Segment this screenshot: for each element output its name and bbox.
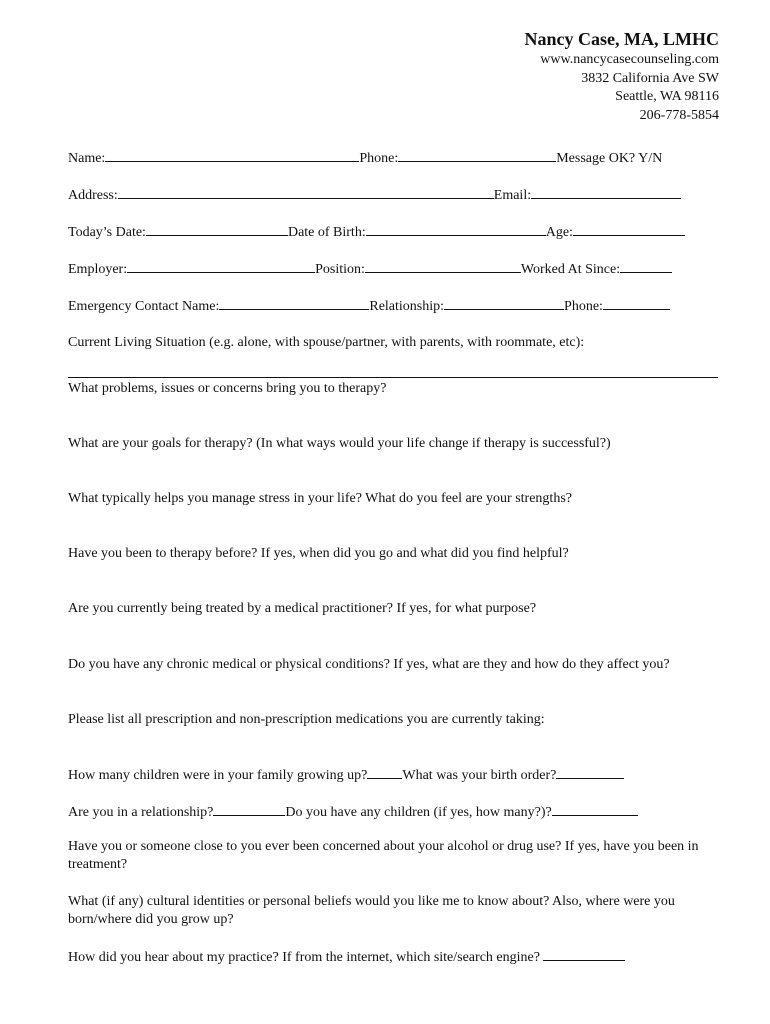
practice-website: www.nancycasecounseling.com bbox=[540, 52, 719, 67]
address-field[interactable] bbox=[118, 186, 494, 199]
name-field[interactable] bbox=[105, 149, 359, 162]
medications-question: Please list all prescription and non-prescription medications you are currently taking: bbox=[68, 712, 545, 727]
worked-since-field[interactable] bbox=[620, 260, 672, 273]
practice-phone: 206-778-5854 bbox=[639, 107, 719, 123]
referral-question: How did you hear about my practice? If from the internet, which site/search engine? bbox=[68, 950, 540, 965]
alcohol-drug-question: Have you or someone close to you ever been concerned about your alcohol or drug use? If yes, have you been in treatment? bbox=[68, 839, 699, 872]
children-growing-up-question: How many children were in your family growing up? bbox=[68, 768, 368, 783]
emergency-phone-label: Phone: bbox=[564, 299, 603, 314]
emergency-row bbox=[68, 297, 718, 316]
living-situation-line[interactable] bbox=[68, 377, 718, 378]
date-row bbox=[68, 223, 718, 242]
birth-order-question: What was your birth order? bbox=[402, 768, 557, 783]
living-situation-question: Current Living Situation (e.g. alone, with spouse/partner, with parents, with roommate, etc): bbox=[68, 335, 585, 350]
birth-order-field[interactable] bbox=[556, 766, 624, 779]
referral-row bbox=[68, 948, 718, 967]
problems-question: What problems, issues or concerns bring you to therapy? bbox=[68, 381, 387, 396]
goals-question: What are your goals for therapy? (In what ways would your life change if therapy is successful?) bbox=[68, 436, 611, 451]
worked-since-label: Worked At Since: bbox=[520, 262, 621, 277]
age-label: Age: bbox=[545, 225, 573, 240]
relationship-question: Are you in a relationship? bbox=[68, 805, 214, 820]
phone-label: Phone: bbox=[359, 151, 399, 166]
todays-date-field[interactable] bbox=[146, 223, 288, 236]
employer-label: Employer: bbox=[68, 262, 128, 277]
dob-field[interactable] bbox=[366, 223, 546, 236]
stress-question: What typically helps you manage stress in your life? What do you feel are your strengths? bbox=[68, 491, 572, 506]
position-label: Position: bbox=[315, 262, 365, 277]
practice-header bbox=[525, 28, 719, 125]
children-growing-up-field[interactable] bbox=[367, 766, 402, 779]
have-children-field[interactable] bbox=[552, 803, 638, 816]
message-ok-label: Message OK? Y/N bbox=[556, 151, 663, 166]
name-label: Name: bbox=[68, 151, 106, 166]
relationship-answer-field[interactable] bbox=[213, 803, 285, 816]
age-field[interactable] bbox=[573, 223, 685, 236]
relationship-label: Relationship: bbox=[369, 299, 445, 314]
prior-therapy-question: Have you been to therapy before? If yes, when did you go and what did you find helpful? bbox=[68, 546, 569, 561]
emergency-contact-label: Emergency Contact Name: bbox=[68, 299, 220, 314]
employer-field[interactable] bbox=[127, 260, 315, 273]
email-field[interactable] bbox=[531, 186, 681, 199]
position-field[interactable] bbox=[365, 260, 521, 273]
phone-field[interactable] bbox=[398, 149, 556, 162]
referral-field[interactable] bbox=[543, 948, 625, 961]
address-label: Address: bbox=[68, 188, 118, 203]
emergency-contact-field[interactable] bbox=[219, 297, 369, 310]
emergency-phone-field[interactable] bbox=[603, 297, 670, 310]
chronic-conditions-question: Do you have any chronic medical or physical conditions? If yes, what are they and how do they affect you? bbox=[68, 657, 670, 672]
practice-name: Nancy Case, MA, LMHC bbox=[524, 29, 719, 49]
relationship-row bbox=[68, 803, 718, 822]
dob-label: Date of Birth: bbox=[287, 225, 366, 240]
employer-row bbox=[68, 260, 718, 279]
cultural-identities-question: What (if any) cultural identities or personal beliefs would you like me to know about? Also, where were you born/where did you grow up? bbox=[68, 894, 675, 927]
todays-date-label: Today’s Date: bbox=[68, 225, 146, 240]
have-children-question: Do you have any children (if yes, how many?)? bbox=[285, 805, 552, 820]
family-row bbox=[68, 766, 718, 785]
practice-address-line2: Seattle, WA 98116 bbox=[615, 89, 719, 104]
practice-address-line1: 3832 California Ave SW bbox=[581, 70, 719, 86]
relationship-field[interactable] bbox=[444, 297, 564, 310]
address-row bbox=[68, 186, 718, 205]
medical-practitioner-question: Are you currently being treated by a medical practitioner? If yes, for what purpose? bbox=[68, 601, 537, 616]
email-label: Email: bbox=[493, 188, 532, 203]
name-row bbox=[68, 149, 718, 168]
